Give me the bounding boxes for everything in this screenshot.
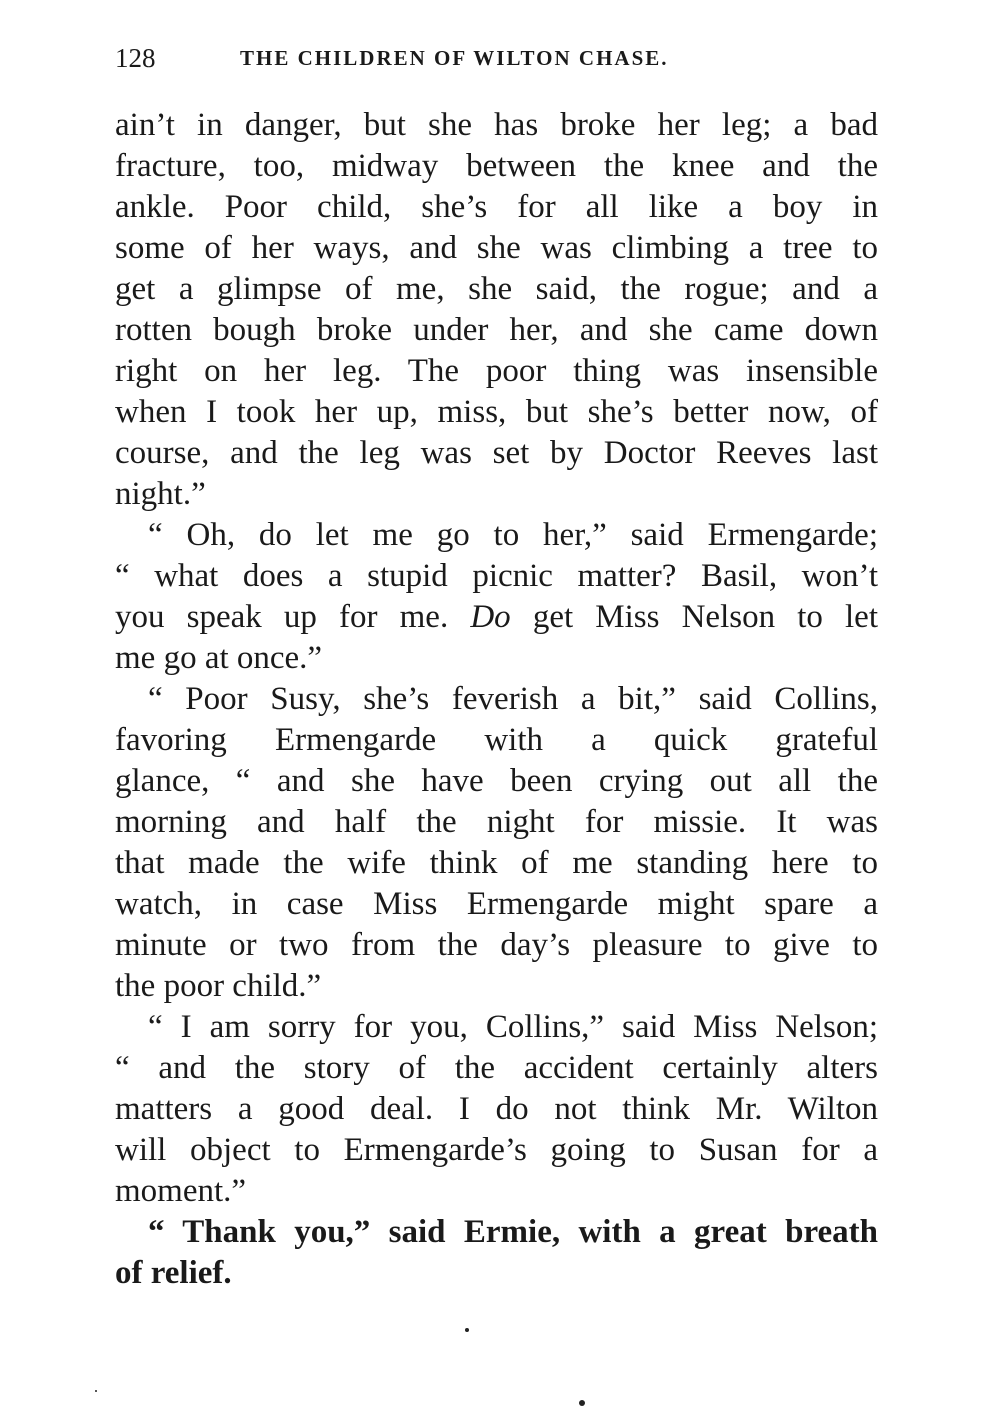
text-line: moment.” <box>115 1173 247 1209</box>
text-line: minute or two from the day’s pleasure to give to <box>115 927 878 963</box>
text-line: “ and the story of the accident certainly alters <box>115 1050 878 1086</box>
text-line: will object to Ermengarde’s going to Susan for a <box>115 1132 878 1168</box>
text-line: me go at once.” <box>115 640 323 676</box>
text-line: get a glimpse of me, she said, the rogue; and a <box>115 271 878 307</box>
text-line: glance, “ and she have been crying out all the <box>115 763 878 799</box>
text-line: watch, in case Miss Ermengarde might spare a <box>115 886 878 922</box>
text-line: ankle. Poor child, she’s for all like a boy in <box>115 189 878 225</box>
running-head: THE CHILDREN OF WILTON CHASE. <box>240 46 669 70</box>
emphasis: Do <box>470 599 511 635</box>
text-line: of relief. <box>115 1255 232 1291</box>
text-line: course, and the leg was set by Doctor Reeves last <box>115 435 878 471</box>
text-line: ain’t in danger, but she has broke her leg; a bad <box>115 107 878 143</box>
text-line: “ I am sorry for you, Collins,” said Miss Nelson; <box>148 1009 878 1045</box>
text-line: when I took her up, miss, but she’s better now, of <box>115 394 878 430</box>
text-line: rotten bough broke under her, and she came down <box>115 312 878 348</box>
text-line: fracture, too, midway between the knee and the <box>115 148 878 184</box>
text-line: “ Oh, do let me go to her,” said Ermengarde; <box>148 517 878 553</box>
text-line: that made the wife think of me standing here to <box>115 845 878 881</box>
text-line: some of her ways, and she was climbing a tree to <box>115 230 878 266</box>
ink-speck <box>465 1328 469 1332</box>
text-line: the poor child.” <box>115 968 322 1004</box>
text-line: “ Thank you,” said Ermie, with a great breath <box>148 1214 878 1250</box>
body-text <box>115 105 878 1294</box>
text-line: night.” <box>115 476 206 512</box>
text-line: favoring Ermengarde with a quick grateful <box>115 722 878 758</box>
text-line: “ what does a stupid picnic matter? Basil, won’t <box>115 558 878 594</box>
ink-speck <box>579 1400 585 1406</box>
page-number: 128 <box>115 43 156 73</box>
text-line: “ Poor Susy, she’s feverish a bit,” said Collins, <box>148 681 878 717</box>
text-line: right on her leg. The poor thing was insensible <box>115 353 878 389</box>
ink-speck <box>95 1390 97 1392</box>
text-line: you speak up for me. Do get Miss Nelson to let <box>115 599 878 635</box>
page-header <box>115 38 880 78</box>
text-line: matters a good deal. I do not think Mr. Wilton <box>115 1091 878 1127</box>
text-line: morning and half the night for missie. It was <box>115 804 878 840</box>
